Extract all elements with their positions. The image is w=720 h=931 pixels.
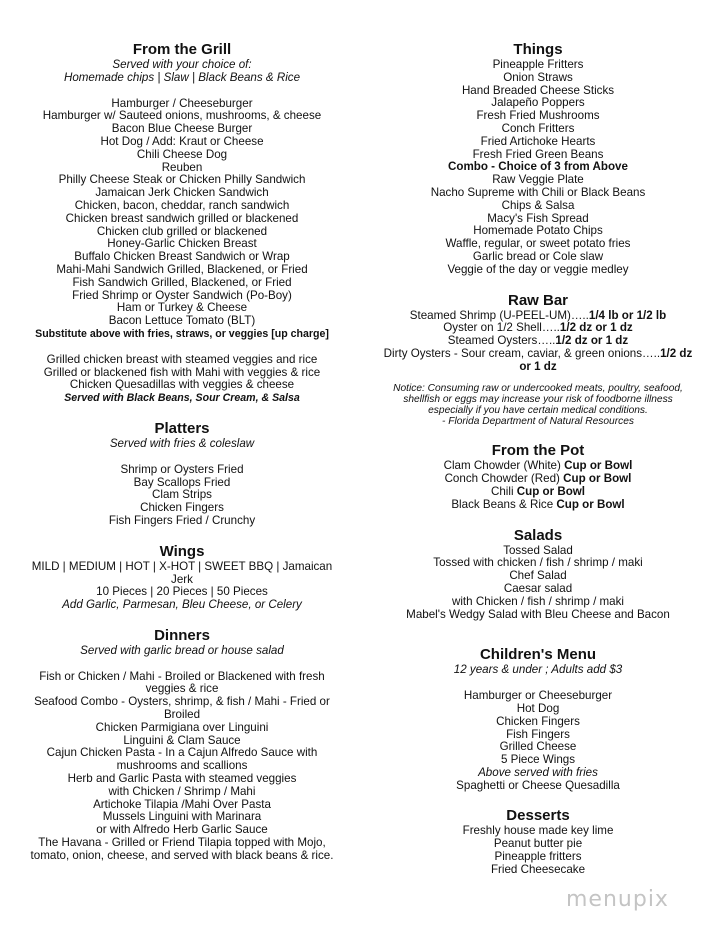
platter-item: Bay Scallops Fried	[133, 475, 231, 489]
things-item: Fresh Fried Green Beans	[472, 147, 604, 161]
dinner-line: Chicken Parmigiana over Linguini	[95, 720, 269, 734]
platters-subtitle: Served with fries & coleslaw	[109, 436, 255, 450]
salad-item: Mabel's Wedgy Salad with Bleu Cheese and Bacon	[406, 607, 670, 621]
dinner-line: with Chicken / Shrimp / Mahi	[108, 784, 256, 798]
platters-title: Platters	[154, 419, 210, 437]
salad-item: Caesar salad	[503, 581, 573, 595]
pot-title: From the Pot	[491, 442, 585, 460]
grill-section	[20, 42, 344, 405]
salad-item: with Chicken / fish / shrimp / maki	[451, 594, 625, 608]
platter-item: Clam Strips	[152, 488, 212, 502]
dinner-line: Linguini & Clam Sauce	[123, 733, 241, 747]
things-combo: Combo - Choice of 3 from Above	[448, 160, 628, 174]
children-item: Hamburger or Cheeseburger	[463, 689, 613, 703]
desserts-title: Desserts	[506, 807, 570, 825]
raw-bar-title: Raw Bar	[507, 291, 569, 309]
left-column	[20, 42, 344, 863]
dinner-line: tomato, onion, cheese, and served with black beans & rice.	[30, 848, 334, 862]
dinner-line: The Havana - Grilled or Friend Tilapia topped with Mojo,	[38, 836, 326, 850]
dessert-item: Freshly house made key lime	[462, 824, 614, 838]
things-item: Onion Straws	[503, 70, 573, 84]
dinner-line: Herb and Garlic Pasta with steamed veggies	[67, 772, 297, 786]
grill-subtitle: Served with your choice of:	[112, 58, 252, 71]
dinner-line: Mussels Linguini with Marinara	[102, 810, 262, 824]
grill-plate: Chicken Quesadillas with veggies & cheese	[69, 378, 295, 392]
dinner-line: Broiled	[163, 708, 201, 722]
children-item: Fish Fingers	[506, 727, 570, 741]
dinners-section	[20, 628, 344, 863]
things-item: Hand Breaded Cheese Sticks	[461, 83, 615, 97]
things-item: Conch Fritters	[501, 121, 575, 135]
dinner-line: Seafood Combo - Oysters, shrimp, & fish / Mahi - Fried or	[34, 695, 330, 709]
things-item: Raw Veggie Plate	[492, 173, 584, 187]
things-item: Chips & Salsa	[501, 198, 575, 212]
children-item: Grilled Cheese	[499, 740, 577, 754]
dinner-line: Cajun Chicken Pasta - In a Cajun Alfredo Sauce with	[46, 746, 318, 760]
dessert-item: Peanut butter pie	[493, 837, 583, 851]
dessert-item: Pineapple fritters	[494, 850, 582, 864]
wings-flavors: MILD | MEDIUM | HOT | X-HOT | SWEET BBQ | Jamaican	[31, 559, 333, 573]
dinner-line: mushrooms and scallions	[116, 759, 248, 773]
grill-item: Bacon Lettuce Tomato (BLT)	[108, 314, 256, 328]
children-subtitle: 12 years & under ; Adults add $3	[453, 663, 623, 677]
wings-section	[20, 544, 344, 612]
wings-sizes: 10 Pieces | 20 Pieces | 50 Pieces	[96, 585, 268, 599]
dinner-line: Artichoke Tilapia /Mahi Over Pasta	[93, 797, 271, 811]
menupix-watermark: menupix	[566, 887, 669, 912]
raw-bar-item-cont: or 1 dz	[519, 359, 557, 373]
things-item: Waffle, regular, or sweet potato fries	[445, 237, 631, 251]
grill-item: Honey-Garlic Chicken Breast	[107, 237, 257, 251]
grill-item: Mahi-Mahi Sandwich Grilled, Blackened, or Fried	[56, 262, 308, 276]
children-item: Chicken Fingers	[496, 714, 580, 728]
grill-plate: Grilled chicken breast with steamed veggies and rice	[46, 352, 318, 366]
children-section	[372, 647, 704, 792]
raw-bar-notice: - Florida Department of Natural Resources	[442, 416, 634, 428]
raw-bar-notice: shellfish or eggs may increase your risk of foodborne illness	[403, 393, 673, 405]
pot-item: Black Beans & Rice Cup or Bowl	[451, 497, 625, 511]
salads-section	[372, 528, 704, 622]
platters-section	[20, 421, 344, 528]
grill-item: Hamburger / Cheeseburger	[111, 96, 253, 110]
salad-item: Tossed with chicken / fish / shrimp / maki	[433, 556, 643, 570]
pot-item: Conch Chowder (Red) Cup or Bowl	[444, 472, 632, 486]
grill-item: Chili Cheese Dog	[136, 147, 228, 161]
things-item: Homemade Potato Chips	[473, 224, 603, 238]
raw-bar-notice: Notice: Consuming raw or undercooked meats, poultry, seafood,	[393, 382, 683, 394]
things-section	[372, 42, 704, 277]
grill-item: Chicken club grilled or blackened	[96, 224, 268, 238]
dinner-line: Fish or Chicken / Mahi - Broiled or Blackened with fresh	[39, 669, 325, 683]
dinners-subtitle: Served with garlic bread or house salad	[80, 643, 284, 657]
pot-item: Chili Cup or Bowl	[490, 484, 586, 498]
grill-item: Fried Shrimp or Oyster Sandwich (Po-Boy)	[72, 288, 292, 302]
desserts-section	[372, 808, 704, 876]
grill-item: Chicken, bacon, cheddar, ranch sandwich	[74, 198, 290, 212]
salads-title: Salads	[513, 526, 563, 544]
things-item: Pineapple Fritters	[492, 58, 584, 71]
grill-served-with: Served with Black Beans, Sour Cream, & Salsa	[64, 392, 300, 405]
grill-item: Bacon Blue Cheese Burger	[111, 122, 253, 136]
things-item: Fried Artichoke Hearts	[480, 134, 596, 148]
grill-title: From the Grill	[132, 41, 232, 58]
dinners-title: Dinners	[154, 626, 210, 644]
grill-item: Hot Dog / Add: Kraut or Cheese	[100, 134, 264, 148]
children-item: Spaghetti or Cheese Quesadilla	[456, 778, 620, 792]
children-served-with: Above served with fries	[478, 765, 598, 779]
raw-bar-item: Dirty Oysters - Sour cream, caviar, & green onions…..1/2 dz	[383, 346, 693, 360]
grill-item: Ham or Turkey & Cheese	[116, 301, 248, 315]
children-item: Hot Dog	[516, 701, 560, 715]
grill-item: Fish Sandwich Grilled, Blackened, or Fried	[72, 275, 292, 289]
things-title: Things	[513, 41, 563, 58]
grill-item: Jamaican Jerk Chicken Sandwich	[95, 186, 269, 200]
pot-item: Clam Chowder (White) Cup or Bowl	[443, 459, 633, 473]
grill-item: Buffalo Chicken Breast Sandwich or Wrap	[74, 250, 290, 264]
things-item: Fresh Fried Mushrooms	[476, 109, 600, 123]
grill-sides: Homemade chips | Slaw | Black Beans & Rice	[63, 70, 301, 84]
wings-flavors-cont: Jerk	[171, 572, 193, 586]
platter-item: Fish Fingers Fried / Crunchy	[108, 513, 256, 527]
salad-item: Chef Salad	[509, 569, 567, 583]
raw-bar-notice: especially if you have certain medical conditions.	[428, 404, 648, 416]
grill-item: Reuben	[161, 160, 203, 174]
dinner-line: or with Alfredo Herb Garlic Sauce	[96, 823, 268, 837]
raw-bar-item: Steamed Oysters…..1/2 dz or 1 dz	[447, 334, 629, 348]
platter-item: Shrimp or Oysters Fried	[120, 462, 244, 476]
raw-bar-item: Oyster on 1/2 Shell…..1/2 dz or 1 dz	[443, 321, 633, 335]
dessert-item: Fried Cheesecake	[490, 862, 586, 876]
raw-bar-section	[372, 293, 704, 428]
grill-item: Philly Cheese Steak or Chicken Philly Sandwich	[58, 173, 306, 187]
wings-title: Wings	[159, 542, 205, 560]
salad-item: Tossed Salad	[503, 543, 573, 557]
grill-substitute-note: Substitute above with fries, straws, or veggies [up charge]	[35, 327, 329, 340]
dinner-line: veggies & rice	[145, 682, 219, 696]
pot-section	[372, 443, 704, 511]
platter-item: Chicken Fingers	[140, 501, 224, 515]
grill-item: Chicken breast sandwich grilled or blackened	[65, 211, 299, 225]
children-item: 5 Piece Wings	[500, 753, 576, 767]
grill-plate: Grilled or blackened fish with Mahi with veggies & rice	[43, 365, 321, 379]
raw-bar-item: Steamed Shrimp (U-PEEL-UM)…..1/4 lb or 1/2 lb	[409, 308, 667, 322]
right-column	[372, 42, 704, 877]
grill-item: Hamburger w/ Sauteed onions, mushrooms, & cheese	[42, 109, 322, 123]
children-title: Children's Menu	[479, 646, 597, 664]
things-item: Veggie of the day or veggie medley	[447, 262, 629, 276]
things-item: Jalapeño Poppers	[491, 96, 585, 110]
things-item: Garlic bread or Cole slaw	[472, 249, 604, 263]
wings-add-ons: Add Garlic, Parmesan, Bleu Cheese, or Celery	[62, 598, 302, 612]
things-item: Nacho Supreme with Chili or Black Beans	[430, 185, 646, 199]
things-item: Macy's Fish Spread	[487, 211, 589, 225]
